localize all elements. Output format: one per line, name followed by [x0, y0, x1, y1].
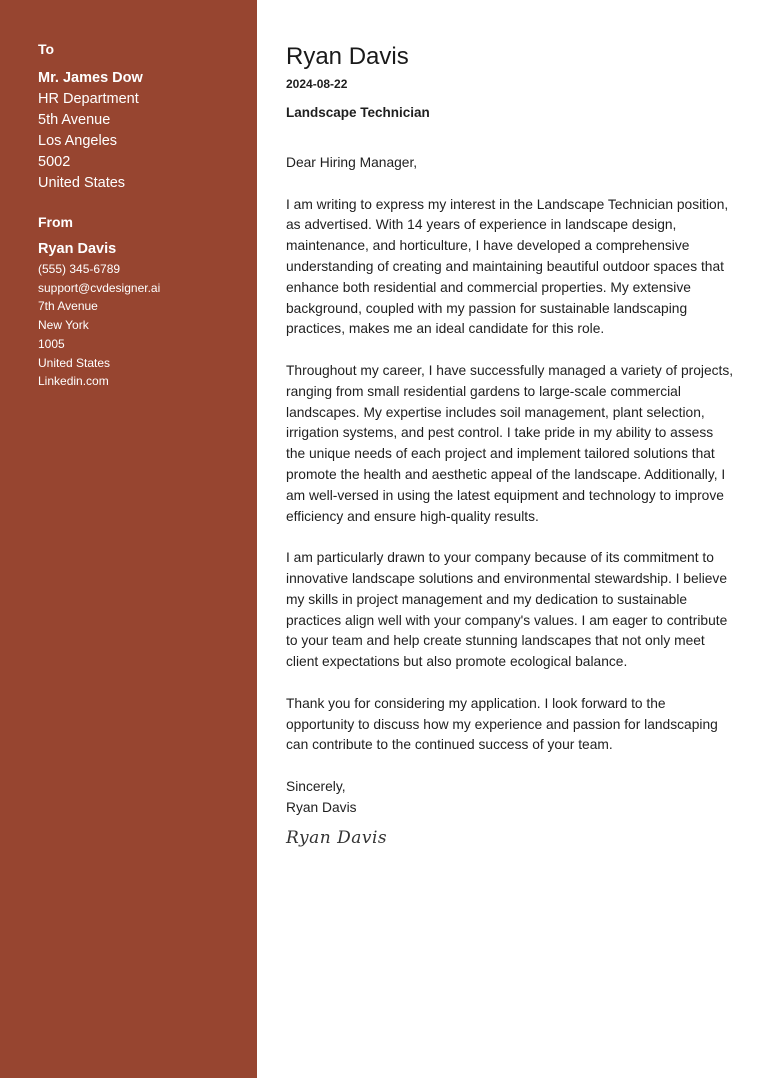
- page-title: Ryan Davis: [286, 43, 409, 70]
- handwritten-signature: Ryan Davis: [286, 828, 388, 848]
- letter-date: 2024-08-22: [286, 77, 348, 91]
- letter-body: [286, 153, 734, 777]
- sender-contact-name: Ryan Davis: [38, 241, 117, 257]
- recipient-section: [38, 40, 247, 194]
- body-paragraph: I am writing to express my interest in the Landscape Technician position, as advertised. With 14 years of experience in landscape design, maintenance, and horticulture, I have developed a comprehensive understanding of creating and maintaining beautiful outdoor spaces that enhance both residential and commercial properties. My extensive background, coupled with my passion for sustainable landscaping practices, makes me an ideal candidate for this role.: [286, 196, 729, 337]
- job-title: Landscape Technician: [286, 105, 430, 120]
- recipient-heading: To: [38, 41, 55, 57]
- closing-name: Ryan Davis: [286, 799, 357, 815]
- email-address: support@cvdesigner.ai: [38, 280, 161, 295]
- city: New York: [38, 318, 89, 333]
- recipient-address: [38, 89, 247, 194]
- sender-heading: From: [38, 214, 73, 230]
- postal-code: 1005: [38, 336, 65, 351]
- closing-phrase: Sincerely,: [286, 779, 346, 794]
- recipient-line: United States: [38, 175, 126, 191]
- recipient-line: Los Angeles: [38, 133, 118, 149]
- linkedin-link: Linkedin.com: [38, 374, 109, 389]
- body-paragraph: I am particularly drawn to your company because of its commitment to innovative landscape solutions and environmental stewardship. I believe my skills in project management and my dedication to sustainable practices align well with your company's values. I am eager to contribute to your team and help create stunning landscapes that not only meet client expectations but also promote ecological balance.: [286, 550, 728, 670]
- salutation: Dear Hiring Manager,: [286, 155, 418, 170]
- recipient-line: HR Department: [38, 91, 139, 107]
- body-paragraph: Thank you for considering my application. I look forward to the opportunity to discuss how my experience and passion for landscaping can contribute to the continued success of your team.: [286, 695, 718, 753]
- country: United States: [38, 355, 111, 370]
- phone-number: (555) 345-6789: [38, 262, 121, 276]
- body-paragraph: Throughout my career, I have successfully managed a variety of projects, ranging from small residential gardens to large-scale commercial landscapes. My expertise includes soil management, plant selection, irrigation systems, and pest control. I take pride in my ability to assess the unique needs of each project and implement tailored solutions that promote the health and aesthetic appeal of the landscape. Additionally, I am well-versed in using the latest equipment and technology to improve efficiency and ensure high-quality results.: [286, 362, 734, 524]
- recipient-name: Mr. James Dow: [38, 70, 143, 86]
- street-address: 7th Avenue: [38, 299, 98, 314]
- sender-contact-details: [38, 260, 247, 391]
- closing-block: [286, 777, 357, 819]
- recipient-line: 5th Avenue: [38, 112, 111, 128]
- sidebar: [0, 0, 257, 1078]
- sender-section: [38, 213, 247, 391]
- recipient-line: 5002: [38, 154, 71, 170]
